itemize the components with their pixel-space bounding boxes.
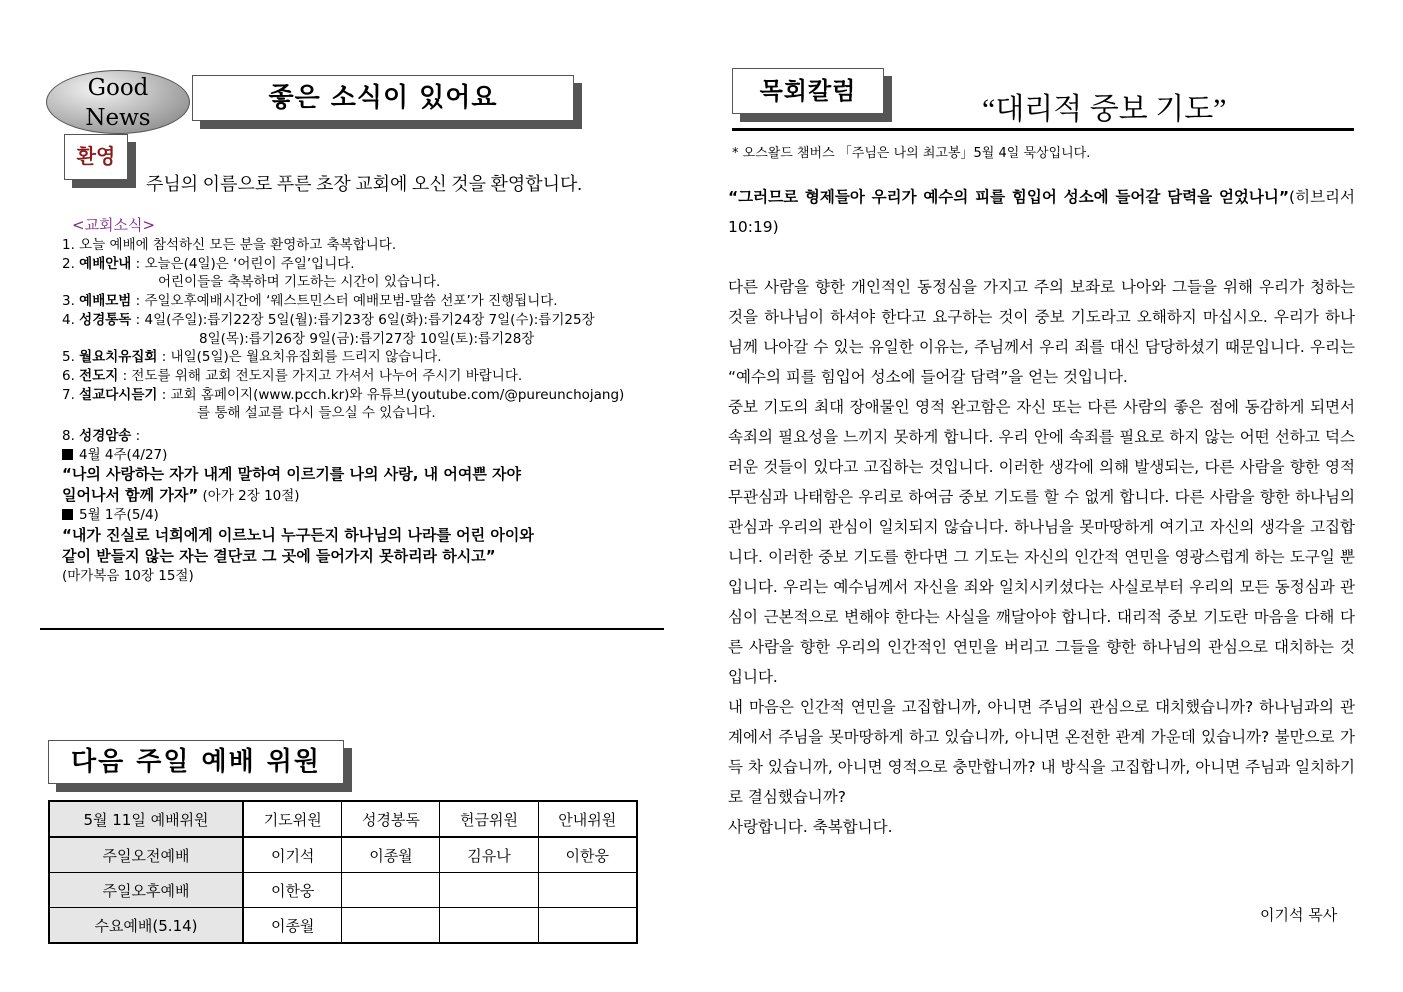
table-cell: 김유나 [440,837,538,873]
table-cell: 이종월 [243,908,342,944]
table-cell: 이한웅 [243,873,342,908]
welcome-label: 환영 [64,134,128,180]
church-news-list [62,236,702,586]
pastor-column-label: 목회칼럼 [732,68,884,114]
table-cell: 이종월 [342,837,440,873]
table-header-cell: 기도위원 [243,801,342,837]
table-cell: 주일오후예배 [49,873,243,908]
news-item: 4. 성경통독 : 4일(주일):릅기22장 5일(월):릅기23장 6일(화):릅기24장 7일(수):릅기25장 [62,311,595,328]
column-title: “대리적 중보 기도” [982,93,1227,126]
table-cell [342,873,440,908]
column-paragraph: 사랑합니다. 축복합니다. [728,818,893,836]
table-row [49,837,637,873]
badge-line2: News [85,105,151,131]
column-body [728,182,1355,842]
table-header-cell: 헌금위원 [440,801,538,837]
signature: 이기석 목사 [1260,906,1338,924]
welcome-text: 주님의 이름으로 푸른 초장 교회에 오신 것을 환영합니다. [146,174,582,194]
memory-verse-ref: (마가복음 10장 15절) [62,568,194,585]
table-header-cell: 안내위원 [538,801,637,837]
column-paragraph: 다른 사람을 향한 개인적인 동정심을 가지고 주의 보좌로 나아와 그들을 위해 우리가 청하는 것을 하나님이 하셔야 한다고 요구하는 것이 중보 기도라고 오해하지 마십시오. 우리가 하나님께 나아갈 수 있는 유일한 이유는, 주님께서 우리 죄를 대신 담당하셨기 때문입니다. 우리는 “예수의 피를 힘입어 성소에 들어갈 담력”을 얻는 것입니다. [728,278,1355,386]
news-heading: <교회소식> [72,216,156,234]
table-cell: 이기석 [243,837,342,873]
good-news-title: 좋은 소식이 있어요 [192,75,574,121]
square-bullet-icon [62,449,73,460]
table-header-row [49,801,637,837]
table-cell [342,908,440,944]
table-cell: 수요예배(5.14) [49,908,243,944]
table-header-cell: 5월 11일 예배위원 [49,801,243,837]
title-rule [732,128,1354,131]
column-source: * 오스왈드 챔버스 「주님은 나의 최고봉」5월 4일 묵상입니다. [732,146,1091,161]
column-paragraph: 중보 기도의 최대 장애물인 영적 완고함은 자신 또는 다른 사람의 좋은 점에 동감하게 되면서 속죄의 필요성을 느끼지 못하게 합니다. 우리 안에 속죄를 필요로 하지 않는 어떤 선하고 덕스러운 것들이 있다고 고집하는 것입니다. 이러한 생각에 의해 발생되는, 다른 사람을 향한 영적 무관심과 나태함은 우리로 하여금 중보 기도를 할 수 없게 합니다. 다른 사람을 향한 하나님의 관심과 우리의 관심이 일치되지 않습니다. 하나님을 못마땅하게 여기고 자신의 생각을 고집합니다. 이러한 중보 기도를 한다면 그 기도는 자신의 인간적 연민을 영광스럽게 하는 도구일 뿐입니다. 우리는 예수님께서 자신을 죄와 일치시키셨다는 사실로부터 우리의 모든 동정심과 관심이 근본적으로 변해야 한다는 사실을 깨달아야 합니다. 대리적 중보 기도란 마음을 다해 다른 사람을 향한 우리의 인간적인 연민을 버리고 그들을 향한 하나님의 관심으로 대치하는 것입니다. [728,398,1355,686]
worship-duty-table [48,800,638,944]
table-cell [440,873,538,908]
memory-verse: “내가 진실로 너희에게 이르노니 누구든지 하나님의 나라를 어린 아이와 [62,526,534,545]
table-row [49,873,637,908]
column-paragraph: 내 마음은 인간적 연민을 고집합니까, 아니면 주님의 관심으로 대치했습니까? 하나님과의 관계에서 주님을 못마땅하게 하고 있습니까, 아니면 온전한 관계 가운데 있습니까? 불만으로 가득 차 있습니까, 아니면 영적으로 충만합니까? 내 방식을 고집합니까, 아니면 주님과 일치하기로 결심했습니까? [728,698,1355,806]
news-item-continued: 8일(목):릅기26장 9일(금):릅기27장 10일(토):릅기28장 [199,330,535,347]
memory-verse: 같이 받들지 않는 자는 결단코 그 곳에 들어가지 못하리라 하시고” [62,547,496,566]
table-cell: 이한웅 [538,837,637,873]
good-news-badge [46,70,190,134]
news-item-continued: 어린이들을 축복하며 기도하는 시간이 있습니다. [158,274,441,291]
column-verse: “그러므로 형제들아 우리가 예수의 피를 힘입어 성소에 들어갈 담력을 얻었나니”(히브리서10:19) [728,188,1355,236]
news-item: 5. 월요치유집회 : 내일(5일)은 월요치유집회를 드리지 않습니다. [62,349,442,366]
news-item: 1. 오늘 예배에 참석하신 모든 분을 환영하고 축복합니다. [62,237,397,253]
news-item: 6. 전도지 : 전도를 위해 교회 전도지를 가지고 가셔서 나누어 주시기 바랍니다. [62,367,523,384]
news-item: 7. 설교다시듣기 : 교회 홈페이지(www.pcch.kr)와 유튜브(youtube.com/@pureunchojang) [62,386,625,403]
table-cell [538,908,637,944]
news-item-continued: 를 통해 설교를 다시 들으실 수 있습니다. [197,405,436,422]
memory-week-label: 5월 1주(5/4) [62,506,702,525]
badge-line1: Good [87,75,149,101]
square-bullet-icon [62,509,73,520]
news-item: 8. 성경암송 : [62,428,141,445]
news-item: 2. 예배안내 : 오늘은(4일)은 ‘어린이 주일’입니다. [62,255,355,272]
news-item: 3. 예배모범 : 주일오후예배시간에 ‘웨스트민스터 예배모범-말씀 선포’가 진행됩니다. [62,293,558,310]
memory-verse-end: 일어나서 함께 가자” (아가 2장 10절) [62,486,300,505]
memory-verse: “나의 사랑하는 자가 내게 말하여 이르기를 나의 사랑, 내 어여쁜 자야 [62,465,522,484]
memory-week-label: 4월 4주(4/27) [62,446,702,465]
table-header-cell: 성경봉독 [342,801,440,837]
table-row [49,908,637,944]
table-cell: 주일오전예배 [49,837,243,873]
duty-title: 다음 주일 예배 위원 [48,740,344,784]
table-cell [440,908,538,944]
table-cell [538,873,637,908]
section-divider [40,628,664,630]
